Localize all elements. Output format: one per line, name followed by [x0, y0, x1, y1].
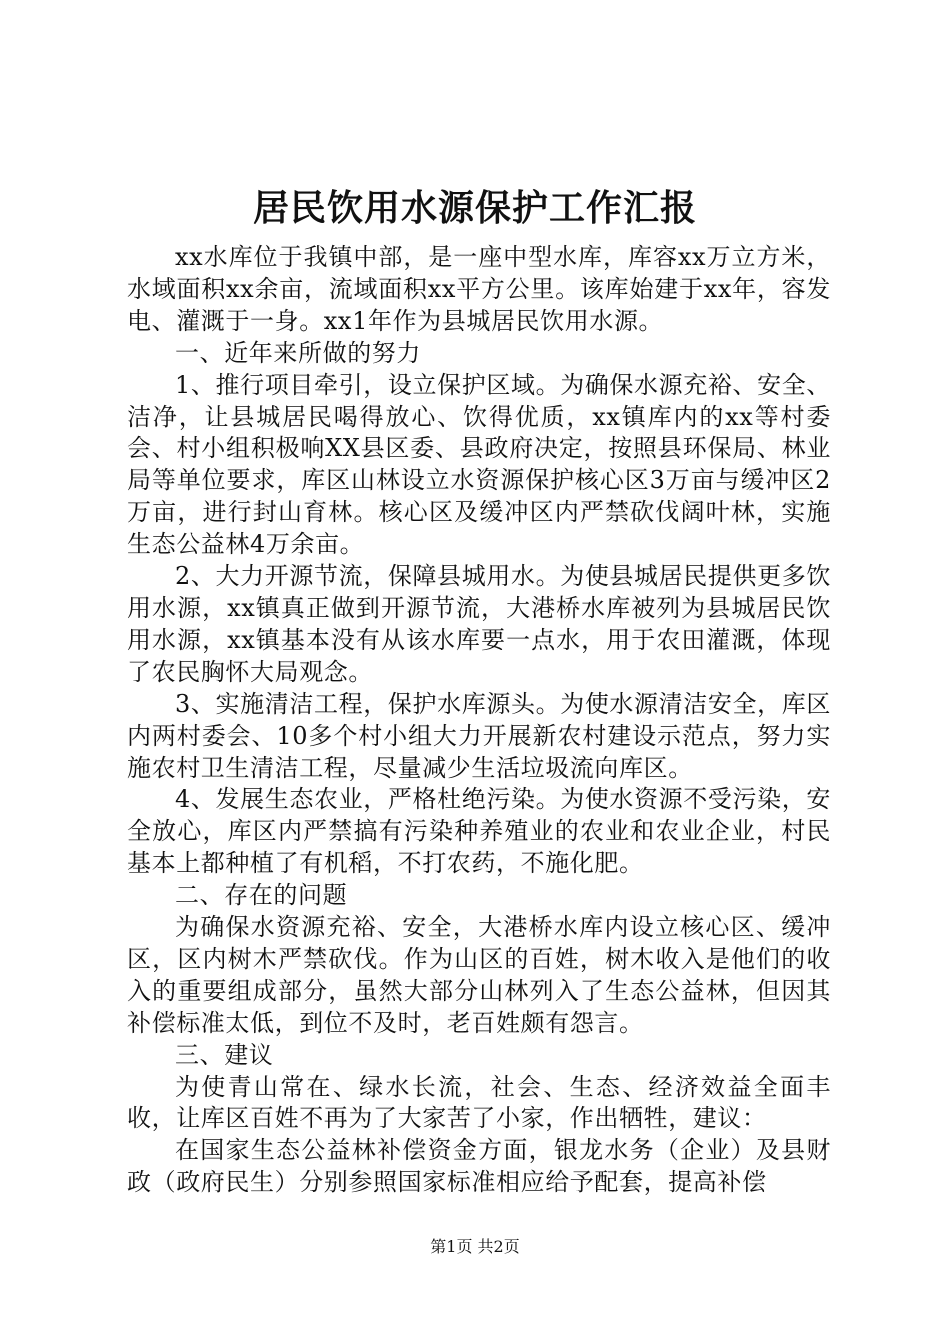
document-body	[127, 242, 831, 1199]
page-number-footer: 第1页 共2页	[430, 1237, 520, 1256]
paragraph-intro: xx水库位于我镇中部，是一座中型水库，库容xx万立方米，水域面积xx余亩，流域面积xx平方公里。该库始建于xx年，容发电、灌溉于一身。xx1年作为县城居民饮用水源。	[127, 243, 831, 335]
paragraph-effort-1: 1、推行项目牵引，设立保护区域。为确保水源充裕、安全、洁净，让县城居民喝得放心、饮得优质，xx镇库内的xx等村委会、村小组积极响XX县区委、县政府决定，按照县环保局、林业局等单位要求，库区山林设立水资源保护核心区3万亩与缓冲区2万亩，进行封山育林。核心区及缓冲区内严禁砍伐阔叶林，实施生态公益林4万余亩。	[127, 370, 831, 559]
paragraph-suggestion-intro: 为使青山常在、绿水长流，社会、生态、经济效益全面丰收，让库区百姓不再为了大家苦了小家，作出牺牲，建议：	[127, 1072, 831, 1133]
paragraph-effort-3: 3、实施清洁工程，保护水库源头。为使水源清洁安全，库区内两村委会、10多个村小组大力开展新农村建设示范点，努力实施农村卫生清洁工程，尽量减少生活垃圾流向库区。	[127, 689, 831, 782]
paragraph-problems: 为确保水资源充裕、安全，大港桥水库内设立核心区、缓冲区，区内树木严禁砍伐。作为山区的百姓，树木收入是他们的收入的重要组成部分，虽然大部分山林列入了生态公益林，但因其补偿标准太低，到位不及时，老百姓颇有怨言。	[127, 913, 831, 1037]
paragraph-effort-2: 2、大力开源节流，保障县城用水。为使县城居民提供更多饮用水源，xx镇真正做到开源节流，大港桥水库被列为县城居民饮用水源，xx镇基本没有从该水库要一点水，用于农田灌溉，体现了农民胸怀大局观念。	[127, 562, 831, 686]
section-heading-suggestions: 三、建议	[175, 1040, 274, 1069]
paragraph-suggestion-1: 在国家生态公益林补偿资金方面，银龙水务（企业）及县财政（政府民生）分别参照国家标准相应给予配套，提高补偿	[127, 1136, 831, 1197]
section-heading-efforts: 一、近年来所做的努力	[175, 338, 421, 367]
document-title: 居民饮用水源保护工作汇报	[252, 187, 697, 229]
section-heading-problems: 二、存在的问题	[175, 881, 348, 910]
paragraph-effort-4: 4、发展生态农业，严格杜绝污染。为使水资源不受污染，安全放心，库区内严禁搞有污染种养殖业的农业和农业企业，村民基本上都种植了有机稻，不打农药，不施化肥。	[127, 785, 831, 878]
